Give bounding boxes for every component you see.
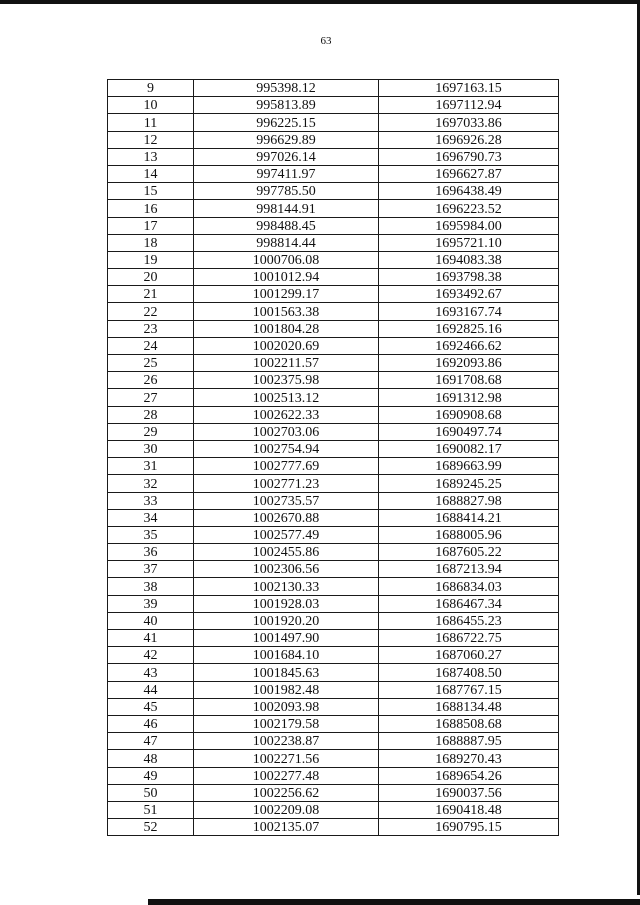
y-coordinate-cell: 1696926.28 <box>379 131 559 148</box>
point-number-cell: 32 <box>108 475 194 492</box>
table-row <box>108 423 559 440</box>
y-coordinate-cell: 1692466.62 <box>379 337 559 354</box>
table-row <box>108 801 559 818</box>
point-number-cell: 23 <box>108 320 194 337</box>
x-coordinate-cell: 1002020.69 <box>194 337 379 354</box>
x-coordinate-cell: 1002256.62 <box>194 784 379 801</box>
table-row <box>108 681 559 698</box>
point-number-cell: 46 <box>108 715 194 732</box>
y-coordinate-cell: 1695984.00 <box>379 217 559 234</box>
y-coordinate-cell: 1688827.98 <box>379 492 559 509</box>
x-coordinate-cell: 1001563.38 <box>194 303 379 320</box>
point-number-cell: 39 <box>108 595 194 612</box>
y-coordinate-cell: 1690497.74 <box>379 423 559 440</box>
y-coordinate-cell: 1688005.96 <box>379 526 559 543</box>
table-row <box>108 131 559 148</box>
table-row <box>108 612 559 629</box>
table-row <box>108 698 559 715</box>
y-coordinate-cell: 1689245.25 <box>379 475 559 492</box>
x-coordinate-cell: 1002093.98 <box>194 698 379 715</box>
y-coordinate-cell: 1688508.68 <box>379 715 559 732</box>
x-coordinate-cell: 1002622.33 <box>194 406 379 423</box>
table-row <box>108 733 559 750</box>
point-number-cell: 36 <box>108 544 194 561</box>
y-coordinate-cell: 1696438.49 <box>379 183 559 200</box>
table-row <box>108 647 559 664</box>
table-row <box>108 406 559 423</box>
y-coordinate-cell: 1696627.87 <box>379 165 559 182</box>
table-row <box>108 251 559 268</box>
point-number-cell: 10 <box>108 97 194 114</box>
x-coordinate-cell: 1002703.06 <box>194 423 379 440</box>
y-coordinate-cell: 1690037.56 <box>379 784 559 801</box>
table-row <box>108 217 559 234</box>
y-coordinate-cell: 1687213.94 <box>379 561 559 578</box>
point-number-cell: 13 <box>108 148 194 165</box>
point-number-cell: 18 <box>108 234 194 251</box>
point-number-cell: 28 <box>108 406 194 423</box>
x-coordinate-cell: 1002735.57 <box>194 492 379 509</box>
y-coordinate-cell: 1693167.74 <box>379 303 559 320</box>
y-coordinate-cell: 1687767.15 <box>379 681 559 698</box>
x-coordinate-cell: 996629.89 <box>194 131 379 148</box>
coordinates-table <box>107 79 559 836</box>
point-number-cell: 37 <box>108 561 194 578</box>
y-coordinate-cell: 1687605.22 <box>379 544 559 561</box>
x-coordinate-cell: 998488.45 <box>194 217 379 234</box>
table-row <box>108 200 559 217</box>
y-coordinate-cell: 1690908.68 <box>379 406 559 423</box>
y-coordinate-cell: 1697033.86 <box>379 114 559 131</box>
x-coordinate-cell: 997026.14 <box>194 148 379 165</box>
table-row <box>108 458 559 475</box>
table-row <box>108 355 559 372</box>
x-coordinate-cell: 997411.97 <box>194 165 379 182</box>
x-coordinate-cell: 1002513.12 <box>194 389 379 406</box>
x-coordinate-cell: 1002271.56 <box>194 750 379 767</box>
x-coordinate-cell: 1002209.08 <box>194 801 379 818</box>
point-number-cell: 9 <box>108 80 194 97</box>
table-row <box>108 526 559 543</box>
point-number-cell: 19 <box>108 251 194 268</box>
y-coordinate-cell: 1686455.23 <box>379 612 559 629</box>
x-coordinate-cell: 1000706.08 <box>194 251 379 268</box>
y-coordinate-cell: 1693798.38 <box>379 269 559 286</box>
table-row <box>108 269 559 286</box>
y-coordinate-cell: 1690082.17 <box>379 440 559 457</box>
point-number-cell: 30 <box>108 440 194 457</box>
table-row <box>108 148 559 165</box>
y-coordinate-cell: 1688887.95 <box>379 733 559 750</box>
point-number-cell: 43 <box>108 664 194 681</box>
x-coordinate-cell: 998814.44 <box>194 234 379 251</box>
y-coordinate-cell: 1691312.98 <box>379 389 559 406</box>
table-row <box>108 750 559 767</box>
point-number-cell: 11 <box>108 114 194 131</box>
table-row <box>108 664 559 681</box>
table-row <box>108 784 559 801</box>
x-coordinate-cell: 998144.91 <box>194 200 379 217</box>
scan-bottom-edge <box>148 899 640 905</box>
x-coordinate-cell: 1001845.63 <box>194 664 379 681</box>
table-row <box>108 234 559 251</box>
point-number-cell: 22 <box>108 303 194 320</box>
table-row <box>108 165 559 182</box>
table-row <box>108 819 559 836</box>
y-coordinate-cell: 1687060.27 <box>379 647 559 664</box>
x-coordinate-cell: 1001804.28 <box>194 320 379 337</box>
table-row <box>108 183 559 200</box>
x-coordinate-cell: 1002375.98 <box>194 372 379 389</box>
y-coordinate-cell: 1689663.99 <box>379 458 559 475</box>
y-coordinate-cell: 1695721.10 <box>379 234 559 251</box>
x-coordinate-cell: 1002179.58 <box>194 715 379 732</box>
x-coordinate-cell: 1001920.20 <box>194 612 379 629</box>
x-coordinate-cell: 997785.50 <box>194 183 379 200</box>
y-coordinate-cell: 1687408.50 <box>379 664 559 681</box>
y-coordinate-cell: 1692093.86 <box>379 355 559 372</box>
point-number-cell: 34 <box>108 509 194 526</box>
x-coordinate-cell: 1002238.87 <box>194 733 379 750</box>
y-coordinate-cell: 1691708.68 <box>379 372 559 389</box>
point-number-cell: 50 <box>108 784 194 801</box>
table-row <box>108 80 559 97</box>
point-number-cell: 52 <box>108 819 194 836</box>
y-coordinate-cell: 1696790.73 <box>379 148 559 165</box>
point-number-cell: 25 <box>108 355 194 372</box>
table-row <box>108 544 559 561</box>
point-number-cell: 15 <box>108 183 194 200</box>
point-number-cell: 21 <box>108 286 194 303</box>
table-row <box>108 440 559 457</box>
y-coordinate-cell: 1686467.34 <box>379 595 559 612</box>
table-row <box>108 561 559 578</box>
point-number-cell: 20 <box>108 269 194 286</box>
point-number-cell: 38 <box>108 578 194 595</box>
y-coordinate-cell: 1693492.67 <box>379 286 559 303</box>
x-coordinate-cell: 1002771.23 <box>194 475 379 492</box>
point-number-cell: 41 <box>108 630 194 647</box>
table-row <box>108 303 559 320</box>
point-number-cell: 33 <box>108 492 194 509</box>
coordinates-table-body <box>108 80 559 836</box>
point-number-cell: 12 <box>108 131 194 148</box>
y-coordinate-cell: 1688134.48 <box>379 698 559 715</box>
x-coordinate-cell: 1001299.17 <box>194 286 379 303</box>
x-coordinate-cell: 1002577.49 <box>194 526 379 543</box>
point-number-cell: 42 <box>108 647 194 664</box>
table-row <box>108 97 559 114</box>
point-number-cell: 48 <box>108 750 194 767</box>
point-number-cell: 17 <box>108 217 194 234</box>
table-row <box>108 630 559 647</box>
table-row <box>108 320 559 337</box>
point-number-cell: 27 <box>108 389 194 406</box>
table-row <box>108 389 559 406</box>
x-coordinate-cell: 1001684.10 <box>194 647 379 664</box>
table-row <box>108 595 559 612</box>
point-number-cell: 44 <box>108 681 194 698</box>
point-number-cell: 51 <box>108 801 194 818</box>
y-coordinate-cell: 1694083.38 <box>379 251 559 268</box>
table-row <box>108 114 559 131</box>
table-row <box>108 286 559 303</box>
point-number-cell: 14 <box>108 165 194 182</box>
table-row <box>108 715 559 732</box>
y-coordinate-cell: 1697112.94 <box>379 97 559 114</box>
point-number-cell: 45 <box>108 698 194 715</box>
x-coordinate-cell: 1002670.88 <box>194 509 379 526</box>
y-coordinate-cell: 1689654.26 <box>379 767 559 784</box>
x-coordinate-cell: 996225.15 <box>194 114 379 131</box>
x-coordinate-cell: 1002135.07 <box>194 819 379 836</box>
point-number-cell: 49 <box>108 767 194 784</box>
table-row <box>108 578 559 595</box>
x-coordinate-cell: 1002211.57 <box>194 355 379 372</box>
y-coordinate-cell: 1690418.48 <box>379 801 559 818</box>
point-number-cell: 31 <box>108 458 194 475</box>
x-coordinate-cell: 1002777.69 <box>194 458 379 475</box>
y-coordinate-cell: 1692825.16 <box>379 320 559 337</box>
x-coordinate-cell: 1002455.86 <box>194 544 379 561</box>
x-coordinate-cell: 1001012.94 <box>194 269 379 286</box>
point-number-cell: 40 <box>108 612 194 629</box>
x-coordinate-cell: 1002306.56 <box>194 561 379 578</box>
table-row <box>108 492 559 509</box>
x-coordinate-cell: 1002130.33 <box>194 578 379 595</box>
table-row <box>108 509 559 526</box>
page-number: 63 <box>320 35 332 47</box>
point-number-cell: 47 <box>108 733 194 750</box>
x-coordinate-cell: 1002754.94 <box>194 440 379 457</box>
x-coordinate-cell: 1001497.90 <box>194 630 379 647</box>
y-coordinate-cell: 1690795.15 <box>379 819 559 836</box>
x-coordinate-cell: 995398.12 <box>194 80 379 97</box>
point-number-cell: 26 <box>108 372 194 389</box>
x-coordinate-cell: 1001982.48 <box>194 681 379 698</box>
table-row <box>108 767 559 784</box>
y-coordinate-cell: 1688414.21 <box>379 509 559 526</box>
point-number-cell: 16 <box>108 200 194 217</box>
point-number-cell: 35 <box>108 526 194 543</box>
x-coordinate-cell: 995813.89 <box>194 97 379 114</box>
x-coordinate-cell: 1001928.03 <box>194 595 379 612</box>
y-coordinate-cell: 1696223.52 <box>379 200 559 217</box>
table-row <box>108 337 559 354</box>
table-row <box>108 475 559 492</box>
y-coordinate-cell: 1697163.15 <box>379 80 559 97</box>
y-coordinate-cell: 1686722.75 <box>379 630 559 647</box>
point-number-cell: 29 <box>108 423 194 440</box>
scan-top-edge <box>0 0 640 4</box>
table-row <box>108 372 559 389</box>
x-coordinate-cell: 1002277.48 <box>194 767 379 784</box>
y-coordinate-cell: 1686834.03 <box>379 578 559 595</box>
point-number-cell: 24 <box>108 337 194 354</box>
y-coordinate-cell: 1689270.43 <box>379 750 559 767</box>
